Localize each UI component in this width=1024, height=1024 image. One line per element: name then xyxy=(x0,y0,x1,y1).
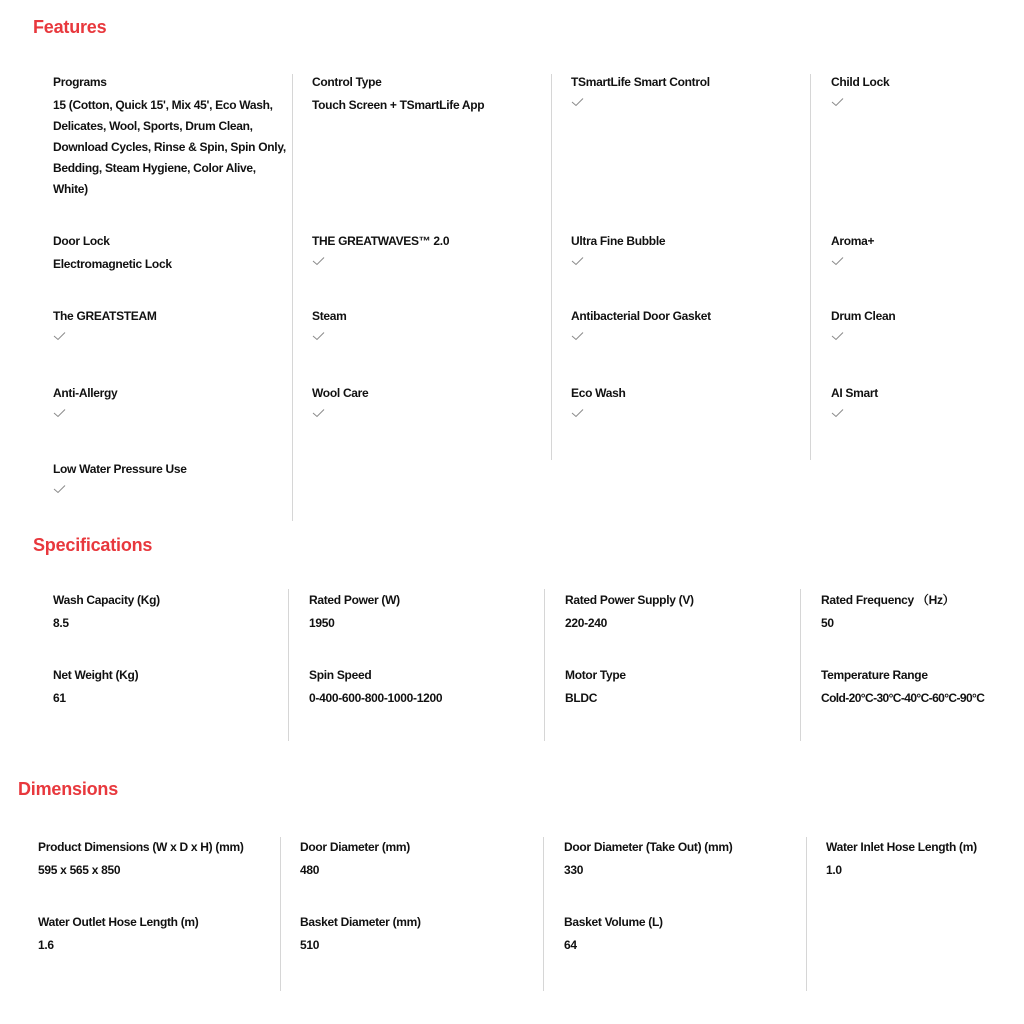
dim-basket-volume xyxy=(564,912,802,956)
feature-label: Ultra Fine Bubble xyxy=(571,234,666,248)
feature-drum-clean xyxy=(831,306,1024,341)
spec-value: 220-240 xyxy=(565,616,607,630)
dim-value: 1.0 xyxy=(826,863,842,877)
spec-value: 8.5 xyxy=(53,616,69,630)
checkmark-icon xyxy=(53,408,66,418)
spec-motor-type xyxy=(565,665,803,709)
checkmark-icon xyxy=(831,97,844,107)
checkmark-icon xyxy=(831,331,844,341)
checkmark-icon xyxy=(571,256,584,266)
feature-value: Touch Screen + TSmartLife App xyxy=(312,98,485,112)
dim-label: Basket Diameter (mm) xyxy=(300,915,421,929)
feature-antibacterial-door-gasket xyxy=(571,306,809,341)
feature-value: 15 (Cotton, Quick 15', Mix 45', Eco Wash, Delicates, Wool, Sports, Drum Clean, Download Cycles, Rinse & Spin, Spin Only, Bedding, Steam Hygiene, Color Alive, White) xyxy=(53,98,286,196)
feature-control-type xyxy=(312,72,550,116)
spec-rated-power xyxy=(309,590,547,634)
spec-label: Motor Type xyxy=(565,668,626,682)
spec-value: 1950 xyxy=(309,616,335,630)
checkmark-icon xyxy=(831,256,844,266)
dim-label: Door Diameter (mm) xyxy=(300,840,410,854)
spec-label: Temperature Range xyxy=(821,668,928,682)
dim-value: 1.6 xyxy=(38,938,54,952)
dim-value: 595 x 565 x 850 xyxy=(38,863,121,877)
spec-rated-power-supply xyxy=(565,590,803,634)
dim-product-dimensions xyxy=(38,837,276,881)
checkmark-icon xyxy=(53,331,66,341)
feature-steam xyxy=(312,306,550,341)
feature-value: Electromagnetic Lock xyxy=(53,257,172,271)
dimensions-divider-3 xyxy=(806,837,807,991)
feature-low-water-pressure-use xyxy=(53,459,291,494)
feature-label: Eco Wash xyxy=(571,386,626,400)
dim-water-outlet-hose-length xyxy=(38,912,276,956)
features-divider-1 xyxy=(292,74,293,521)
dim-door-diameter xyxy=(300,837,538,881)
feature-label: Steam xyxy=(312,309,347,323)
spec-net-weight xyxy=(53,665,291,709)
spec-temperature-range xyxy=(821,665,1021,709)
feature-label: Programs xyxy=(53,75,107,89)
feature-label: Antibacterial Door Gasket xyxy=(571,309,711,323)
feature-label: Anti-Allergy xyxy=(53,386,118,400)
spec-value: Cold-20°C-30°C-40°C-60°C-90°C xyxy=(821,691,985,705)
feature-label: Control Type xyxy=(312,75,382,89)
spec-label: Net Weight (Kg) xyxy=(53,668,139,682)
spec-value: 61 xyxy=(53,691,66,705)
dim-value: 510 xyxy=(300,938,320,952)
feature-greatsteam xyxy=(53,306,291,341)
dim-label: Water Outlet Hose Length (m) xyxy=(38,915,199,929)
dim-value: 480 xyxy=(300,863,320,877)
feature-ai-smart xyxy=(831,383,1024,418)
checkmark-icon xyxy=(571,408,584,418)
feature-tsmartlife-smart-control xyxy=(571,72,809,107)
dimensions-divider-1 xyxy=(280,837,281,991)
feature-door-lock xyxy=(53,231,291,275)
feature-label: The GREATSTEAM xyxy=(53,309,157,323)
spec-spin-speed xyxy=(309,665,547,709)
feature-label: Child Lock xyxy=(831,75,890,89)
specifications-title: Specifications xyxy=(33,535,153,555)
dim-label: Water Inlet Hose Length (m) xyxy=(826,840,977,854)
feature-label: Door Lock xyxy=(53,234,110,248)
feature-wool-care xyxy=(312,383,550,418)
feature-label: Low Water Pressure Use xyxy=(53,462,187,476)
dim-label: Basket Volume (L) xyxy=(564,915,663,929)
dim-basket-diameter xyxy=(300,912,538,956)
spec-value: BLDC xyxy=(565,691,598,705)
checkmark-icon xyxy=(571,331,584,341)
feature-programs xyxy=(53,72,291,200)
features-title: Features xyxy=(33,17,107,37)
feature-label: Wool Care xyxy=(312,386,369,400)
feature-label: TSmartLife Smart Control xyxy=(571,75,710,89)
dimensions-divider-2 xyxy=(543,837,544,991)
spec-label: Rated Power (W) xyxy=(309,593,400,607)
spec-rated-frequency xyxy=(821,590,1021,634)
dimensions-title: Dimensions xyxy=(18,779,119,799)
features-divider-2 xyxy=(551,74,552,460)
features-divider-3 xyxy=(810,74,811,460)
dim-door-diameter-take-out xyxy=(564,837,802,881)
feature-label: THE GREATWAVES™ 2.0 xyxy=(312,234,450,248)
checkmark-icon xyxy=(312,331,325,341)
dim-value: 330 xyxy=(564,863,584,877)
feature-anti-allergy xyxy=(53,383,291,418)
feature-ultra-fine-bubble xyxy=(571,231,809,266)
feature-label: AI Smart xyxy=(831,386,878,400)
spec-label: Wash Capacity (Kg) xyxy=(53,593,160,607)
spec-value: 50 xyxy=(821,616,834,630)
feature-label: Aroma+ xyxy=(831,234,875,248)
checkmark-icon xyxy=(571,97,584,107)
feature-child-lock xyxy=(831,72,1024,107)
spec-value: 0-400-600-800-1000-1200 xyxy=(309,691,443,705)
feature-eco-wash xyxy=(571,383,809,418)
checkmark-icon xyxy=(312,256,325,266)
spec-label: Spin Speed xyxy=(309,668,372,682)
dim-value: 64 xyxy=(564,938,577,952)
dim-label: Door Diameter (Take Out) (mm) xyxy=(564,840,733,854)
spec-wash-capacity xyxy=(53,590,291,634)
feature-greatwaves xyxy=(312,231,550,266)
checkmark-icon xyxy=(831,408,844,418)
checkmark-icon xyxy=(312,408,325,418)
feature-label: Drum Clean xyxy=(831,309,896,323)
dim-label: Product Dimensions (W x D x H) (mm) xyxy=(38,840,244,854)
dim-water-inlet-hose-length xyxy=(826,837,1021,881)
spec-label: Rated Frequency （Hz） xyxy=(821,593,955,607)
spec-label: Rated Power Supply (V) xyxy=(565,593,694,607)
checkmark-icon xyxy=(53,484,66,494)
feature-aroma-plus xyxy=(831,231,1024,266)
